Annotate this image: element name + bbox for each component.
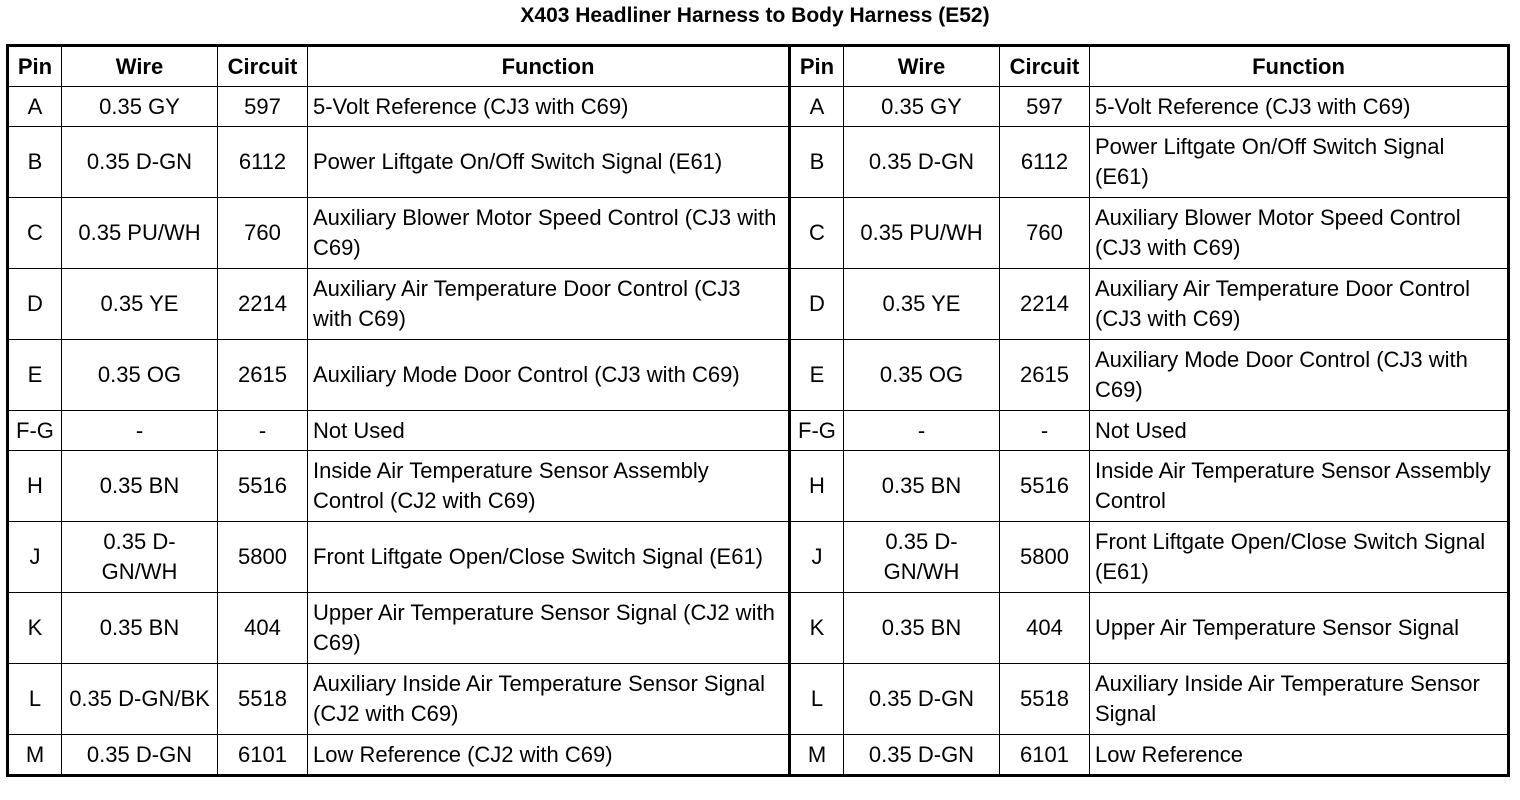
left-pin-cell: F-G	[8, 411, 62, 451]
right-pin-cell: F-G	[790, 411, 844, 451]
header-circuit: Circuit	[218, 46, 308, 87]
left-wire-cell: 0.35 BN	[62, 451, 218, 522]
left-function-cell: Power Liftgate On/Off Switch Signal (E61)	[308, 127, 790, 198]
left-pin-cell: M	[8, 735, 62, 776]
left-function-cell: Front Liftgate Open/Close Switch Signal (E61)	[308, 522, 790, 593]
left-pin-cell: J	[8, 522, 62, 593]
table-row	[8, 593, 1509, 664]
table-row	[8, 451, 1509, 522]
left-wire-cell: 0.35 BN	[62, 593, 218, 664]
left-pin-cell: H	[8, 451, 62, 522]
right-pin-cell: M	[790, 735, 844, 776]
left-function-cell: Auxiliary Mode Door Control (CJ3 with C69)	[308, 340, 790, 411]
right-pin-cell: H	[790, 451, 844, 522]
table-row	[8, 664, 1509, 735]
left-function-cell: Inside Air Temperature Sensor Assembly Control (CJ2 with C69)	[308, 451, 790, 522]
right-circuit-cell: 6101	[1000, 735, 1090, 776]
right-wire-cell: 0.35 BN	[844, 593, 1000, 664]
right-wire-cell: 0.35 D-GN	[844, 127, 1000, 198]
right-circuit-cell: 5516	[1000, 451, 1090, 522]
left-wire-cell: 0.35 D-GN	[62, 127, 218, 198]
left-circuit-cell: 2214	[218, 269, 308, 340]
right-circuit-cell: 597	[1000, 87, 1090, 127]
right-wire-cell: 0.35 BN	[844, 451, 1000, 522]
right-function-cell: Auxiliary Mode Door Control (CJ3 with C69)	[1090, 340, 1509, 411]
right-circuit-cell: 2615	[1000, 340, 1090, 411]
right-wire-cell: -	[844, 411, 1000, 451]
right-circuit-cell: -	[1000, 411, 1090, 451]
right-wire-cell: 0.35 OG	[844, 340, 1000, 411]
right-function-cell: Auxiliary Blower Motor Speed Control (CJ3 with C69)	[1090, 198, 1509, 269]
right-pin-cell: E	[790, 340, 844, 411]
header-wire: Wire	[62, 46, 218, 87]
table-row	[8, 269, 1509, 340]
left-function-cell: Low Reference (CJ2 with C69)	[308, 735, 790, 776]
right-circuit-cell: 5518	[1000, 664, 1090, 735]
left-circuit-cell: 404	[218, 593, 308, 664]
table-row	[8, 127, 1509, 198]
right-function-cell: Auxiliary Inside Air Temperature Sensor Signal	[1090, 664, 1509, 735]
left-circuit-cell: 2615	[218, 340, 308, 411]
right-wire-cell: 0.35 PU/WH	[844, 198, 1000, 269]
right-wire-cell: 0.35 D-GN	[844, 735, 1000, 776]
left-pin-cell: K	[8, 593, 62, 664]
left-pin-cell: A	[8, 87, 62, 127]
right-circuit-cell: 6112	[1000, 127, 1090, 198]
header-function: Function	[1090, 46, 1509, 87]
page-title: X403 Headliner Harness to Body Harness (E52)	[520, 4, 990, 27]
right-circuit-cell: 760	[1000, 198, 1090, 269]
right-wire-cell: 0.35 D-GN/WH	[844, 522, 1000, 593]
header-function: Function	[308, 46, 790, 87]
right-pin-cell: B	[790, 127, 844, 198]
left-pin-cell: C	[8, 198, 62, 269]
left-circuit-cell: -	[218, 411, 308, 451]
left-function-cell: Auxiliary Air Temperature Door Control (CJ3 with C69)	[308, 269, 790, 340]
table-header-row	[8, 46, 1509, 87]
right-circuit-cell: 5800	[1000, 522, 1090, 593]
table-row	[8, 411, 1509, 451]
left-wire-cell: 0.35 D-GN/WH	[62, 522, 218, 593]
right-function-cell: Not Used	[1090, 411, 1509, 451]
right-wire-cell: 0.35 GY	[844, 87, 1000, 127]
connector-pinout-table	[6, 44, 1510, 777]
right-wire-cell: 0.35 D-GN	[844, 664, 1000, 735]
table-row	[8, 735, 1509, 776]
right-circuit-cell: 2214	[1000, 269, 1090, 340]
left-wire-cell: 0.35 OG	[62, 340, 218, 411]
left-function-cell: Auxiliary Inside Air Temperature Sensor Signal (CJ2 with C69)	[308, 664, 790, 735]
left-circuit-cell: 5516	[218, 451, 308, 522]
right-pin-cell: A	[790, 87, 844, 127]
right-function-cell: Upper Air Temperature Sensor Signal	[1090, 593, 1509, 664]
left-function-cell: 5-Volt Reference (CJ3 with C69)	[308, 87, 790, 127]
right-function-cell: Inside Air Temperature Sensor Assembly Control	[1090, 451, 1509, 522]
right-wire-cell: 0.35 YE	[844, 269, 1000, 340]
left-circuit-cell: 5800	[218, 522, 308, 593]
right-pin-cell: C	[790, 198, 844, 269]
left-wire-cell: 0.35 PU/WH	[62, 198, 218, 269]
left-wire-cell: 0.35 D-GN	[62, 735, 218, 776]
left-circuit-cell: 6101	[218, 735, 308, 776]
left-circuit-cell: 760	[218, 198, 308, 269]
left-function-cell: Upper Air Temperature Sensor Signal (CJ2 with C69)	[308, 593, 790, 664]
right-function-cell: Low Reference	[1090, 735, 1509, 776]
right-pin-cell: D	[790, 269, 844, 340]
left-wire-cell: 0.35 GY	[62, 87, 218, 127]
left-circuit-cell: 6112	[218, 127, 308, 198]
header-wire: Wire	[844, 46, 1000, 87]
left-circuit-cell: 5518	[218, 664, 308, 735]
right-function-cell: Front Liftgate Open/Close Switch Signal (E61)	[1090, 522, 1509, 593]
left-function-cell: Not Used	[308, 411, 790, 451]
right-pin-cell: J	[790, 522, 844, 593]
left-wire-cell: 0.35 D-GN/BK	[62, 664, 218, 735]
connector-table-wrapper	[6, 44, 1510, 777]
left-wire-cell: -	[62, 411, 218, 451]
right-pin-cell: K	[790, 593, 844, 664]
header-circuit: Circuit	[1000, 46, 1090, 87]
right-function-cell: 5-Volt Reference (CJ3 with C69)	[1090, 87, 1509, 127]
left-pin-cell: B	[8, 127, 62, 198]
right-function-cell: Power Liftgate On/Off Switch Signal (E61)	[1090, 127, 1509, 198]
table-body	[8, 87, 1509, 776]
table-row	[8, 522, 1509, 593]
left-pin-cell: E	[8, 340, 62, 411]
header-pin: Pin	[790, 46, 844, 87]
left-wire-cell: 0.35 YE	[62, 269, 218, 340]
left-pin-cell: D	[8, 269, 62, 340]
right-circuit-cell: 404	[1000, 593, 1090, 664]
left-pin-cell: L	[8, 664, 62, 735]
right-pin-cell: L	[790, 664, 844, 735]
table-row	[8, 198, 1509, 269]
table-row	[8, 340, 1509, 411]
left-function-cell: Auxiliary Blower Motor Speed Control (CJ3 with C69)	[308, 198, 790, 269]
header-pin: Pin	[8, 46, 62, 87]
right-function-cell: Auxiliary Air Temperature Door Control (CJ3 with C69)	[1090, 269, 1509, 340]
table-row	[8, 87, 1509, 127]
left-circuit-cell: 597	[218, 87, 308, 127]
